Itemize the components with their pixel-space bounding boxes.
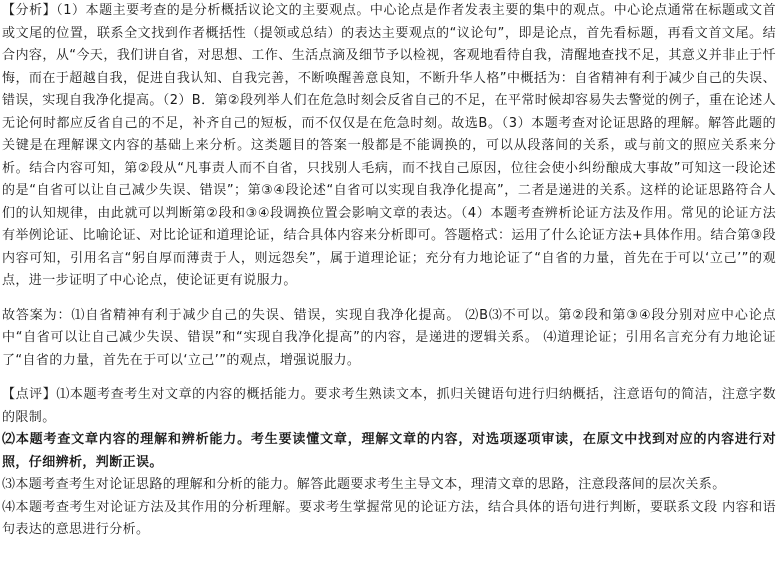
- review-line-1: 【点评】⑴本题考查考生对文章的内容的概括能力。要求考生熟读文本，抓归关键语句进行归纳概括，注意语句的简洁，注意字数的限制。: [2, 387, 776, 425]
- analysis-paragraph: 【分析】（1）本题主要考查的是分析概括议论文的主要观点。中心论点是作者发表主要的集中的观点。中心论点通常在标题或文首或文尾的位置，联系全文找到作者概括性（提领或总结）的表达主要观点的“议论句”，即是论点，首先看标题，再看文首文尾。结合内容，从“今天，我们讲自省，对思想、工作、生活点滴及细节予以检视，客观地看待自我，清醒地查找不足，其意义并非止于忏悔，而在于超越自我，促进自我认知、自我完善，不断唤醒善意良知，不断升华人格”中概括为：自省精神有利于减少自己的失误、错误，实现自我净化提高。（2）B．第②段列举人们在危急时刻会反省自己的不足，在平常时候却容易失去警觉的例子，重在论述人无论何时都应反省自己的不足，补齐自己的短板，而不仅仅是在危急时刻。故选B。（3）本题考查对论证思路的理解。解答此题的关键是在理解课文内容的基础上来分析。这类题目的答案一般都是不能调换的，可以从段落间的关系，或与前文的照应关系来分析。结合内容可知，第②段从“凡事责人而不自省，只找别人毛病，而不找自己原因，位往会使小纠纷酿成大事故”可知这一段论述的是“自省可以让自己减少失误、错误”；第③④段论述“自省可以实现自我净化提高”，二者是递进的关系。这样的论证思路符合人们的认知规律，由此就可以判断第②段和③④段调换位置会影响文章的表达。（4）本题考查辨析论证方法及作用。常见的论证方法有举例论证、比喻论证、对比论证和道理论证，结合具体内容来分析即可。答题格式：运用了什么论证方法+具体作用。结合第③段内容可知，引用名言“躬自厚而薄责于人，则远怨矣”，属于道理论证；充分有力地论证了“自省的力量，首先在于可以‘立己’”的观点，进一步证明了中心论点，使论证更有说服力。: [2, 3, 776, 288]
- review-line-2: ⑵本题考查文章内容的理解和辨析能力。考生要读懂文章，理解文章的内容，对选项逐项审读，在原文中找到对应的内容进行对照，仔细辨析，判断正误。: [2, 432, 776, 470]
- review-line-4: ⑷本题考查考生对论证方法及其作用的分析理解。要求考生掌握常见的论证方法，结合具体的语句进行判断，要联系文段 内容和语句表达的意思进行分析。: [2, 499, 776, 537]
- answer-paragraph: 故答案为：⑴自省精神有利于减少自己的失误、错误，实现自我净化提高。 ⑵B⑶不可以。第②段和第③④段分别对应中心论点中“自省可以让自己减少失误、错误”和“实现自我净化提高”的内容，是递进的逻辑关系。 ⑷道理论证；引用名言充分有力地论证了“自省的力量，首先在于可以‘立己’”的观点，增强说服力。: [2, 307, 776, 368]
- review-line-3: ⑶本题考查考生对论证思路的理解和分析的能力。解答此题要求考生主导文本，理清文章的思路，注意段落间的层次关系。: [2, 477, 726, 492]
- review-section: [2, 384, 776, 542]
